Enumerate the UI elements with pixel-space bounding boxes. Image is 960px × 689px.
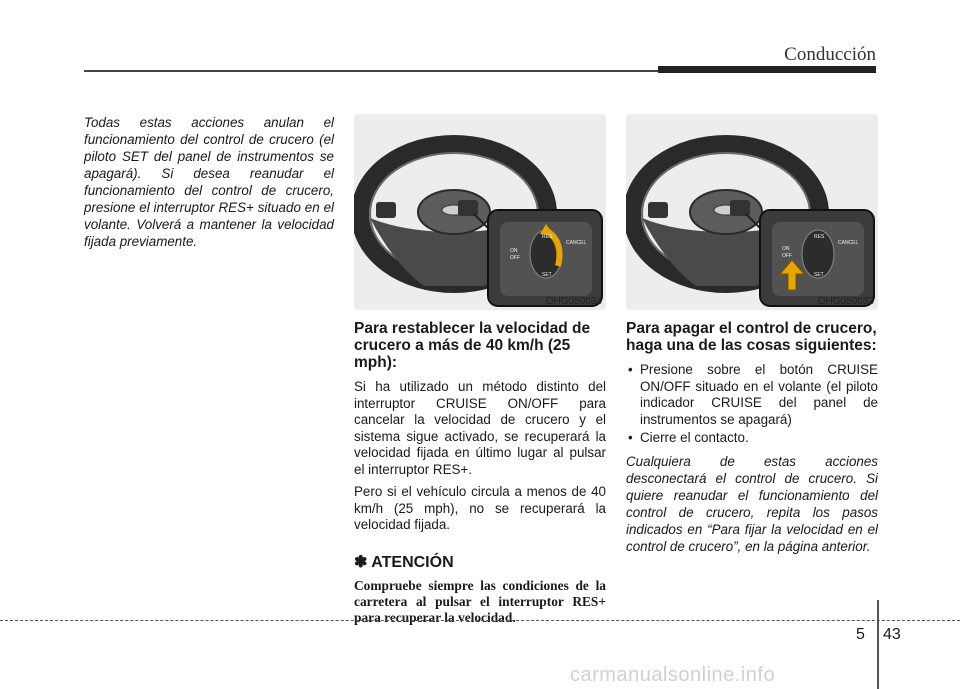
steering-wheel-figure-off <box>626 114 878 310</box>
figure-code: OHG050034 <box>545 296 602 307</box>
off-label: OFF <box>782 253 792 259</box>
watermark: carmanualsonline.info <box>570 664 776 686</box>
off-label: OFF <box>510 255 520 261</box>
bullet-list <box>626 362 878 447</box>
figure-code: OHG050033 <box>817 296 874 307</box>
column-middle <box>354 114 606 626</box>
on-off-label: ON <box>510 248 518 254</box>
note-paragraph: Cualquiera de estas acciones desconectará el control de crucero. Si quiere reanudar el funcionamiento del control de crucero, repita los pasos indicados en “Para fijar la velocidad en el control de crucero”, en la página anterior. <box>626 453 878 554</box>
res-label: RES <box>814 234 825 240</box>
cancel-label: CANCEL <box>566 240 587 246</box>
section-heading: Para restablecer la velocidad de crucero a más de 40 km/h (25 mph): <box>354 320 591 371</box>
list-item: • Presione sobre el botón CRUISE ON/OFF situado en el volante (el piloto indicador CRUISE del panel de instrumentos se apagará) <box>626 362 878 428</box>
steering-wheel-illustration <box>626 114 878 310</box>
set-label: SET <box>542 272 552 278</box>
chapter-number: 5 <box>856 626 865 643</box>
column-right <box>626 114 878 555</box>
column-left <box>84 114 334 250</box>
set-label: SET <box>814 272 824 278</box>
body-paragraph: Pero si el vehículo circula a menos de 40 km/h (25 mph), no se recuperará la velocidad fijada. <box>354 484 606 532</box>
warning-text: Compruebe siempre las condiciones de la carretera al pulsar el interruptor RES+ para recuperar la velocidad. <box>354 577 606 625</box>
chapter-title: Conducción <box>784 44 876 65</box>
steering-wheel-illustration <box>354 114 606 310</box>
header-rule-bold <box>658 66 876 73</box>
res-label: RES <box>542 234 553 240</box>
header-rule <box>84 70 658 72</box>
section-heading: Para apagar el control de crucero, haga una de las cosas siguientes: <box>626 320 877 354</box>
list-item: • Cierre el contacto. <box>626 430 878 447</box>
steering-wheel-figure-res <box>354 114 606 310</box>
cancel-label: CANCEL <box>838 240 859 246</box>
on-off-label: ON <box>782 246 790 252</box>
body-paragraph: Si ha utilizado un método distinto del interruptor CRUISE ON/OFF para cancelar la velocidad de crucero y el sistema sigue activado, se recuperará la velocidad fijada en último lugar al pulsar el interruptor RES+. <box>354 379 606 477</box>
page-number: 43 <box>883 626 901 643</box>
footer-rule <box>0 620 960 621</box>
page-number-divider <box>877 600 879 689</box>
note-paragraph: Todas estas acciones anulan el funcionamiento del control de crucero (el piloto SET del panel de instrumentos se apagará). Si desea reanudar el funcionamiento del control de crucero, presione el interruptor RES+ situado en el volante. Volverá a mantener la velocidad fijada previamente. <box>84 115 334 249</box>
warning-title: ✽ ATENCIÓN <box>354 553 454 571</box>
